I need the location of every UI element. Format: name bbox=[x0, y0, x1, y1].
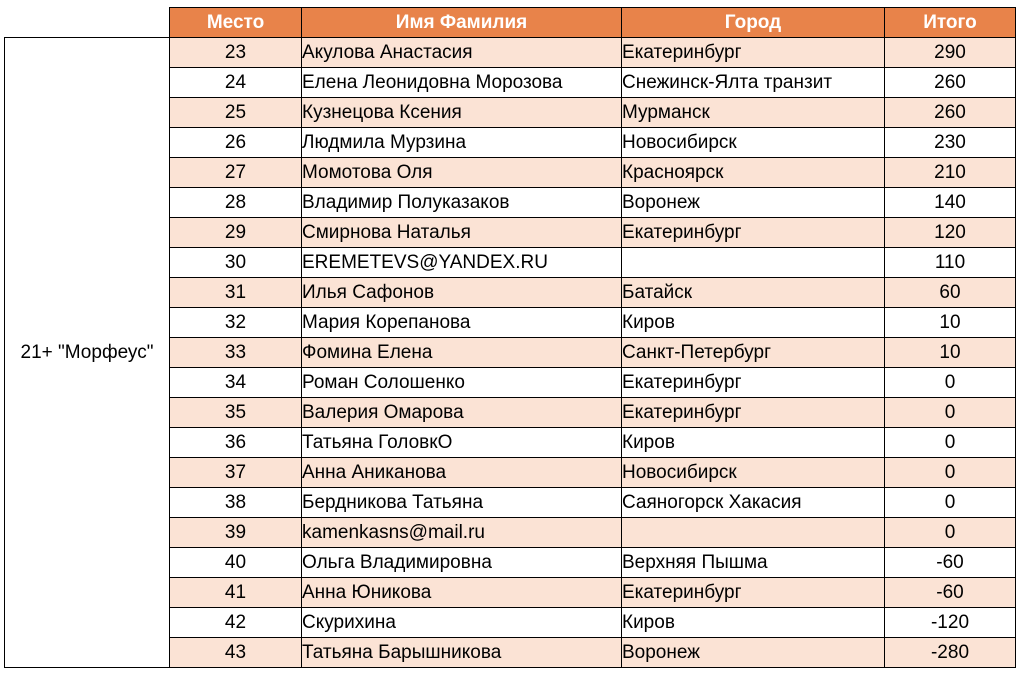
name-cell: Людмила Мурзина bbox=[302, 128, 622, 158]
total-cell: 140 bbox=[885, 188, 1016, 218]
city-cell: Екатеринбург bbox=[622, 218, 885, 248]
total-cell: 0 bbox=[885, 398, 1016, 428]
total-cell: 0 bbox=[885, 428, 1016, 458]
name-cell: Скурихина bbox=[302, 608, 622, 638]
place-cell: 32 bbox=[170, 308, 302, 338]
place-cell: 38 bbox=[170, 488, 302, 518]
city-cell: Верхняя Пышма bbox=[622, 548, 885, 578]
name-cell: Момотова Оля bbox=[302, 158, 622, 188]
name-cell: EREMETEVS@YANDEX.RU bbox=[302, 248, 622, 278]
name-cell: Смирнова Наталья bbox=[302, 218, 622, 248]
city-cell bbox=[622, 248, 885, 278]
name-cell: Ольга Владимировна bbox=[302, 548, 622, 578]
place-cell: 25 bbox=[170, 98, 302, 128]
place-cell: 29 bbox=[170, 218, 302, 248]
name-cell: Роман Солошенко bbox=[302, 368, 622, 398]
results-body bbox=[5, 38, 1016, 668]
city-cell: Воронеж bbox=[622, 638, 885, 668]
city-cell: Батайск bbox=[622, 278, 885, 308]
results-table bbox=[4, 7, 1016, 668]
city-cell: Красноярск bbox=[622, 158, 885, 188]
total-cell: 120 bbox=[885, 218, 1016, 248]
header-row bbox=[5, 8, 1016, 38]
total-cell: 60 bbox=[885, 278, 1016, 308]
name-cell: Валерия Омарова bbox=[302, 398, 622, 428]
total-cell: 0 bbox=[885, 458, 1016, 488]
total-cell: -60 bbox=[885, 578, 1016, 608]
name-cell: Татьяна Барышникова bbox=[302, 638, 622, 668]
place-cell: 23 bbox=[170, 38, 302, 68]
header-name: Имя Фамилия bbox=[302, 8, 622, 38]
total-cell: -60 bbox=[885, 548, 1016, 578]
name-cell: kamenkasns@mail.ru bbox=[302, 518, 622, 548]
city-cell: Снежинск-Ялта транзит bbox=[622, 68, 885, 98]
header-place: Место bbox=[170, 8, 302, 38]
name-cell: Татьяна ГоловкО bbox=[302, 428, 622, 458]
total-cell: 210 bbox=[885, 158, 1016, 188]
place-cell: 30 bbox=[170, 248, 302, 278]
place-cell: 42 bbox=[170, 608, 302, 638]
place-cell: 41 bbox=[170, 578, 302, 608]
place-cell: 36 bbox=[170, 428, 302, 458]
total-cell: -120 bbox=[885, 608, 1016, 638]
name-cell: Анна Юникова bbox=[302, 578, 622, 608]
city-cell: Мурманск bbox=[622, 98, 885, 128]
city-cell: Санкт-Петербург bbox=[622, 338, 885, 368]
name-cell: Кузнецова Ксения bbox=[302, 98, 622, 128]
place-cell: 34 bbox=[170, 368, 302, 398]
city-cell: Екатеринбург bbox=[622, 368, 885, 398]
place-cell: 37 bbox=[170, 458, 302, 488]
name-cell: Мария Корепанова bbox=[302, 308, 622, 338]
header-city: Город bbox=[622, 8, 885, 38]
total-cell: 230 bbox=[885, 128, 1016, 158]
place-cell: 31 bbox=[170, 278, 302, 308]
place-cell: 33 bbox=[170, 338, 302, 368]
total-cell: 0 bbox=[885, 488, 1016, 518]
header-empty-cell bbox=[5, 8, 170, 38]
city-cell: Саяногорск Хакасия bbox=[622, 488, 885, 518]
group-label: 21+ "Морфеус" bbox=[5, 38, 170, 668]
place-cell: 26 bbox=[170, 128, 302, 158]
place-cell: 39 bbox=[170, 518, 302, 548]
city-cell bbox=[622, 518, 885, 548]
name-cell: Бердникова Татьяна bbox=[302, 488, 622, 518]
name-cell: Илья Сафонов bbox=[302, 278, 622, 308]
city-cell: Новосибирск bbox=[622, 458, 885, 488]
total-cell: 290 bbox=[885, 38, 1016, 68]
results-sheet bbox=[4, 7, 1015, 673]
total-cell: 260 bbox=[885, 98, 1016, 128]
table-row bbox=[5, 38, 1016, 68]
place-cell: 40 bbox=[170, 548, 302, 578]
place-cell: 27 bbox=[170, 158, 302, 188]
name-cell: Владимир Полуказаков bbox=[302, 188, 622, 218]
city-cell: Екатеринбург bbox=[622, 578, 885, 608]
total-cell: 10 bbox=[885, 338, 1016, 368]
header-total: Итого bbox=[885, 8, 1016, 38]
total-cell: 110 bbox=[885, 248, 1016, 278]
total-cell: 260 bbox=[885, 68, 1016, 98]
city-cell: Екатеринбург bbox=[622, 398, 885, 428]
city-cell: Новосибирск bbox=[622, 128, 885, 158]
city-cell: Киров bbox=[622, 428, 885, 458]
city-cell: Екатеринбург bbox=[622, 38, 885, 68]
total-cell: 0 bbox=[885, 518, 1016, 548]
name-cell: Акулова Анастасия bbox=[302, 38, 622, 68]
name-cell: Анна Аниканова bbox=[302, 458, 622, 488]
place-cell: 43 bbox=[170, 638, 302, 668]
name-cell: Елена Леонидовна Морозова bbox=[302, 68, 622, 98]
place-cell: 35 bbox=[170, 398, 302, 428]
total-cell: 10 bbox=[885, 308, 1016, 338]
total-cell: -280 bbox=[885, 638, 1016, 668]
total-cell: 0 bbox=[885, 368, 1016, 398]
city-cell: Киров bbox=[622, 308, 885, 338]
name-cell: Фомина Елена bbox=[302, 338, 622, 368]
city-cell: Воронеж bbox=[622, 188, 885, 218]
city-cell: Киров bbox=[622, 608, 885, 638]
place-cell: 28 bbox=[170, 188, 302, 218]
place-cell: 24 bbox=[170, 68, 302, 98]
